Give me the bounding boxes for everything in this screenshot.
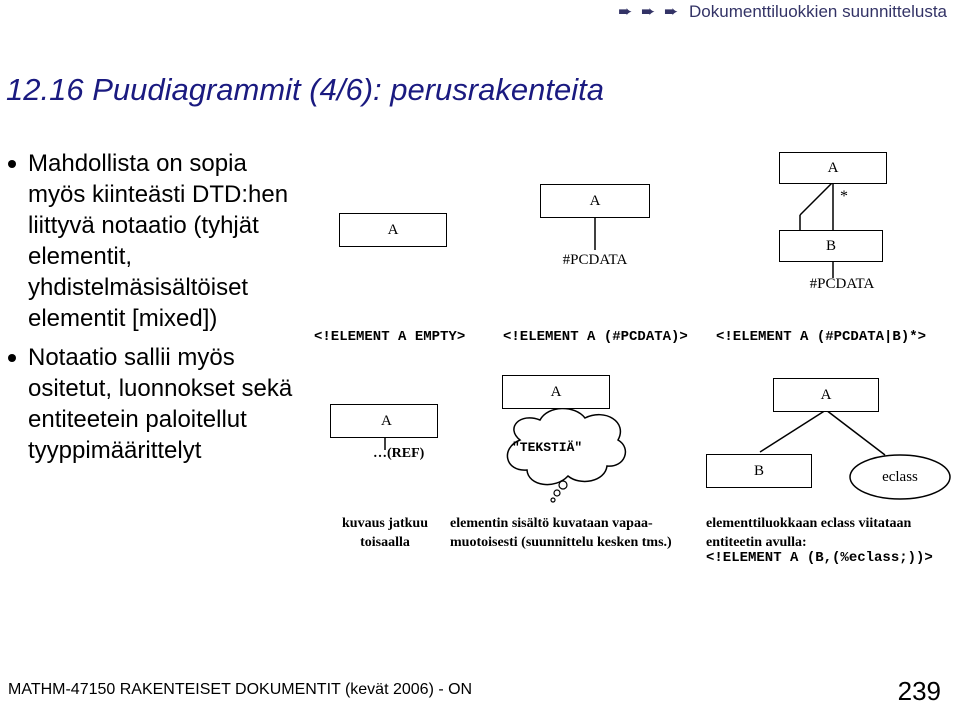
cloud-bubble (551, 498, 555, 502)
slide-title: 12.16 Puudiagrammit (4/6): perusrakenteita (6, 72, 604, 107)
bullet-item: Notaatio sallii myös ositetut, luonnokset sekä entiteetein paloitellut tyyppimäärittelyt (8, 342, 308, 466)
pcdata-label: #PCDATA (562, 252, 628, 268)
element-box-a-entity (773, 378, 879, 412)
ref-caption-line2: toisaalla (360, 535, 410, 550)
ref-label: …(REF) (373, 446, 425, 461)
element-box-a-mixed (779, 152, 887, 184)
box-label: B (825, 238, 836, 254)
declaration-empty: <!ELEMENT A EMPTY> (314, 329, 466, 345)
box-label: A (589, 193, 601, 209)
cloud-bubble (554, 490, 560, 496)
element-box-b-entity (706, 454, 812, 488)
connector-line (800, 182, 833, 215)
eclass-label: eclass (882, 469, 918, 485)
cloud-text: "TEKSTIÄ" (512, 440, 583, 455)
box-label: A (827, 160, 839, 176)
repeat-star: * (840, 188, 848, 205)
page-number: 239 (897, 676, 941, 706)
nav-arrows-icon: ➨ ➨ ➨ (618, 2, 681, 21)
bullet-item: Mahdollista on sopia myös kiinteästi DTD:hen liittyvä notaatio (tyhjät elementit, yhdistelmäsisältöiset elementit [mixed]) (8, 148, 308, 334)
entity-caption-line1: elementtiluokkaan eclass viitataan (706, 516, 912, 531)
cloud-bubble (559, 481, 567, 489)
entity-caption-line2: entiteetin avulla: (706, 535, 807, 550)
nav-link[interactable]: Dokumenttiluokkien suunnittelusta (689, 2, 947, 21)
box-label: A (550, 384, 562, 400)
element-box-a-pcdata (540, 184, 650, 218)
element-box-a-text (502, 375, 610, 409)
ref-caption-line1: kuvaus jatkuu (342, 516, 428, 531)
connector-line (826, 410, 885, 455)
declaration-pcdata: <!ELEMENT A (#PCDATA)> (503, 329, 688, 345)
box-label: A (381, 413, 392, 429)
element-box-a-empty (339, 213, 447, 247)
text-caption-line1: elementin sisältö kuvataan vapaa- (450, 516, 653, 531)
declaration-entity: <!ELEMENT A (B,(%eclass;))> (706, 550, 933, 566)
box-label: B (753, 463, 764, 479)
text-caption-line2: muotoisesti (suunnittelu kesken tms.) (450, 535, 672, 550)
element-box-a-ref (330, 404, 438, 438)
connector-line (760, 410, 826, 452)
box-label: A (820, 387, 832, 403)
declaration-mixed: <!ELEMENT A (#PCDATA|B)*> (716, 329, 927, 345)
element-box-b-mixed (779, 230, 883, 262)
footer-course: MATHM-47150 RAKENTEISET DOKUMENTIT (kevät 2006) - ON (8, 681, 473, 698)
box-label: A (387, 222, 399, 238)
pcdata-label: #PCDATA (809, 276, 875, 292)
